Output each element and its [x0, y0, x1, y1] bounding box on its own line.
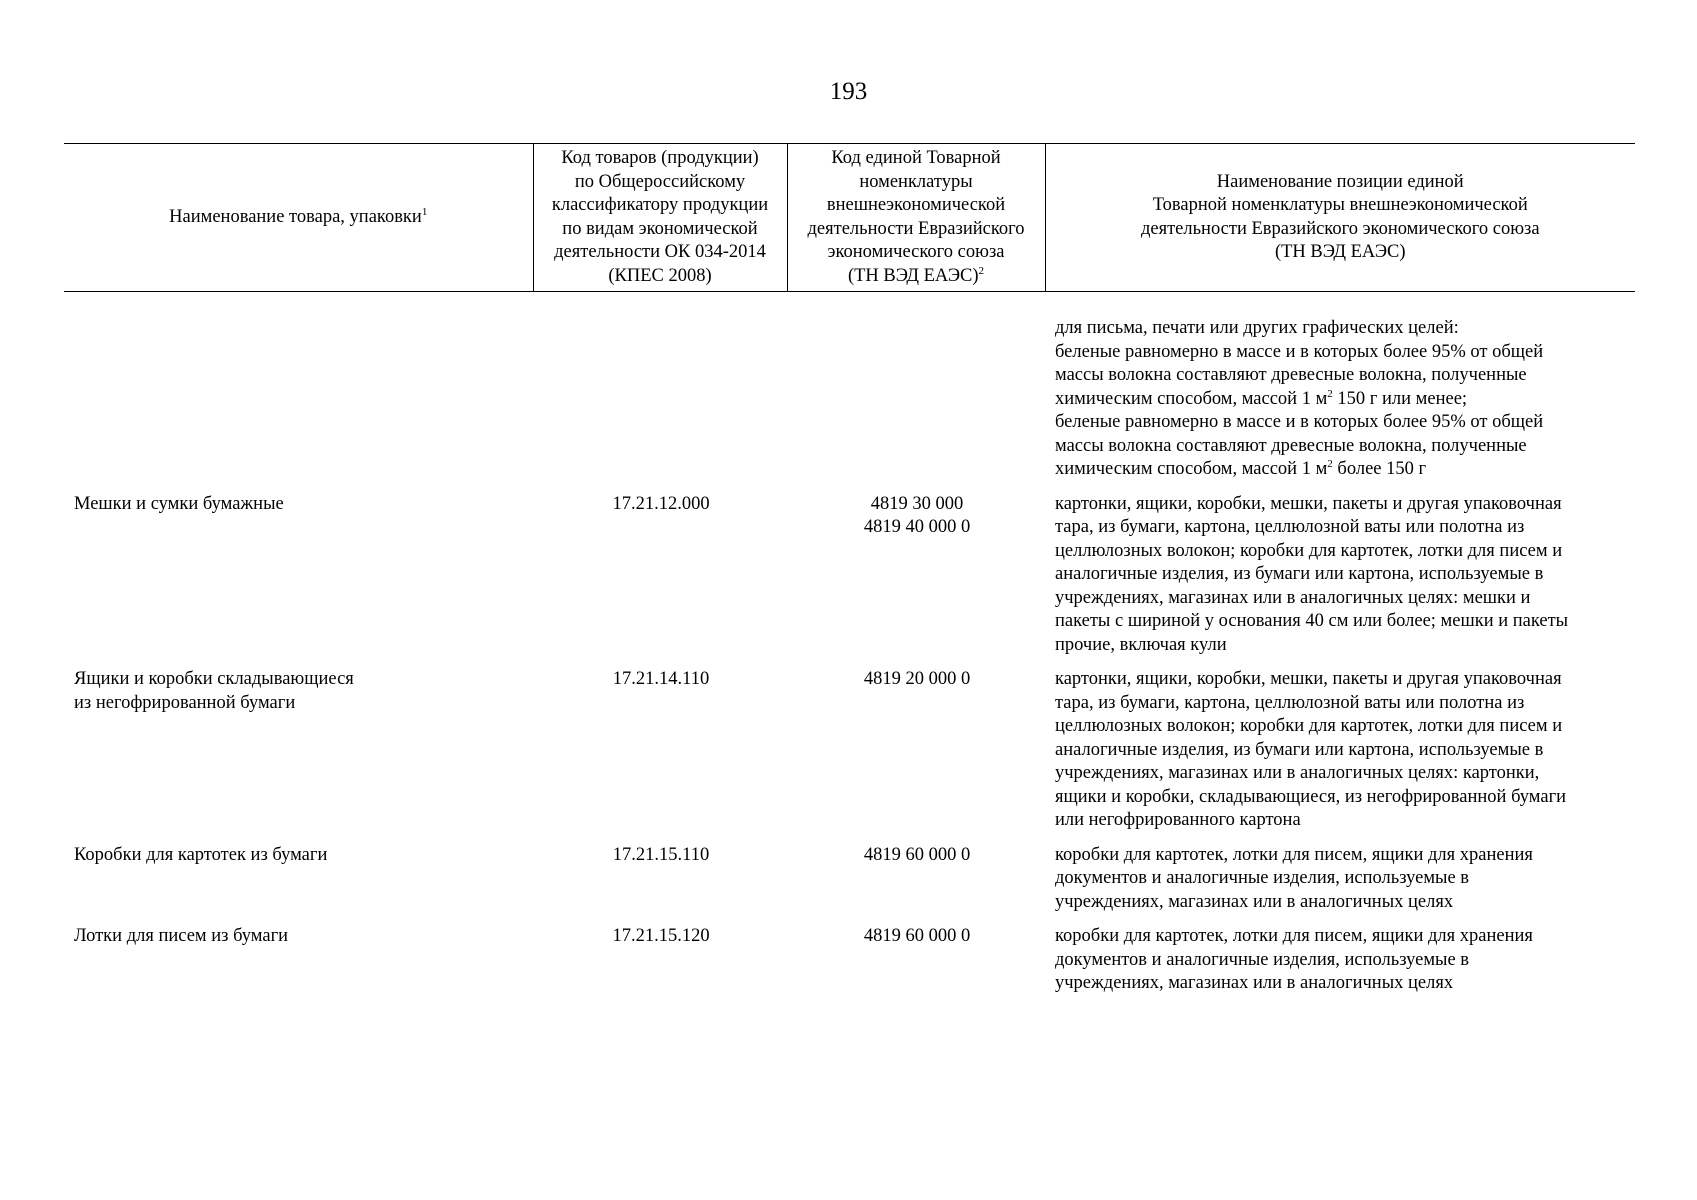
cell-okpd-code: 17.21.12.000 — [612, 493, 710, 514]
cell-tnved-code: 4819 60 000 0 — [863, 844, 971, 865]
table-header — [64, 144, 1635, 292]
cell-product-name: Ящики и коробки складывающиеся из негофрированной бумаги — [74, 669, 354, 713]
cell-tnved-description: коробки для картотек, лотки для писем, ящики для хранения документов и аналогичные изделия, используемые в учреждениях, магазинах или в аналогичных целях — [1055, 926, 1533, 993]
cell-tnved-code: 4819 30 000 4819 40 000 0 — [863, 493, 971, 537]
page-number: 193 — [829, 78, 868, 105]
cell-tnved-description: картонки, ящики, коробки, мешки, пакеты и другая упаковочная тара, из бумаги, картона, целлюлозной ваты или полотна из целлюлозных волокон; коробки для картотек, лотки для писем и аналогичные изделия, из бумаги или картона, используемые в учреждениях, магазинах или в аналогичных целях: картонки, ящики и коробки, складывающиеся, из негофрированной бумаги или негофрированного картона — [1055, 669, 1567, 830]
cell-okpd-code: 17.21.15.110 — [612, 844, 710, 865]
header-tnved-name: Наименование позиции единой Товарной номенклатуры внешнеэкономической деятельности Евразийского экономического союза (ТН ВЭД ЕАЭС) — [1045, 144, 1635, 292]
header-tnved-code: Код единой Товарной номенклатуры внешнеэкономической деятельности Евразийского экономического союза (ТН ВЭД ЕАЭС)$^2$ — [787, 144, 1045, 292]
cell-okpd-code: 17.21.14.110 — [612, 669, 710, 689]
header-row — [64, 144, 1635, 292]
classification-table — [64, 143, 1635, 1007]
cell-tnved-description: коробки для картотек, лотки для писем, ящики для хранения документов и аналогичные изделия, используемые в учреждениях, магазинах или в аналогичных целях — [1055, 844, 1533, 912]
cell-product-name: Мешки и сумки бумажные — [74, 493, 284, 514]
table-body — [64, 292, 1635, 1007]
cell-tnved-code: 4819 20 000 0 — [863, 669, 971, 689]
table-row-continuation — [64, 292, 1635, 493]
cell-product-name — [64, 292, 533, 493]
header-okpd-code: Код товаров (продукции) по Общероссийскому классификатору продукции по видам экономической деятельности ОК 034-2014 (КПЕС 2008) — [533, 144, 787, 292]
header-product-name: Наименование товара, упаковки$^1$ — [64, 144, 533, 292]
table-row — [64, 493, 1635, 669]
table-row — [64, 668, 1635, 844]
cell-tnved-code — [787, 292, 1045, 493]
cell-tnved-code: 4819 60 000 0 — [863, 926, 971, 946]
cell-okpd-code: 17.21.15.120 — [612, 926, 710, 946]
cell-tnved-description: картонки, ящики, коробки, мешки, пакеты и другая упаковочная тара, из бумаги, картона, целлюлозной ваты или полотна из целлюлозных волокон; коробки для картотек, лотки для писем и аналогичные изделия, из бумаги или картона, используемые в учреждениях, магазинах или в аналогичных целях: мешки и пакеты с шириной у основания 40 см или более; мешки и пакеты прочие, включая кули — [1055, 493, 1569, 655]
cell-tnved-description: для письма, печати или других графических целей: беленые равномерно в массе и в которых более 95% от общей массы волокна составляют древесные волокна, полученные химическим способом, массой 1 $м^2$ 150 г или менее; беленые равномерно в массе и в которых более 95% от общей массы волокна составляют древесные волокна, полученные химическим способом, массой 1 $м^2$ более 150 г — [1055, 318, 1544, 479]
cell-product-name: Лотки для писем из бумаги — [74, 926, 289, 946]
table-row — [64, 925, 1635, 1007]
cell-product-name: Коробки для картотек из бумаги — [74, 844, 328, 865]
cell-okpd-code — [533, 292, 787, 493]
table-row — [64, 844, 1635, 926]
